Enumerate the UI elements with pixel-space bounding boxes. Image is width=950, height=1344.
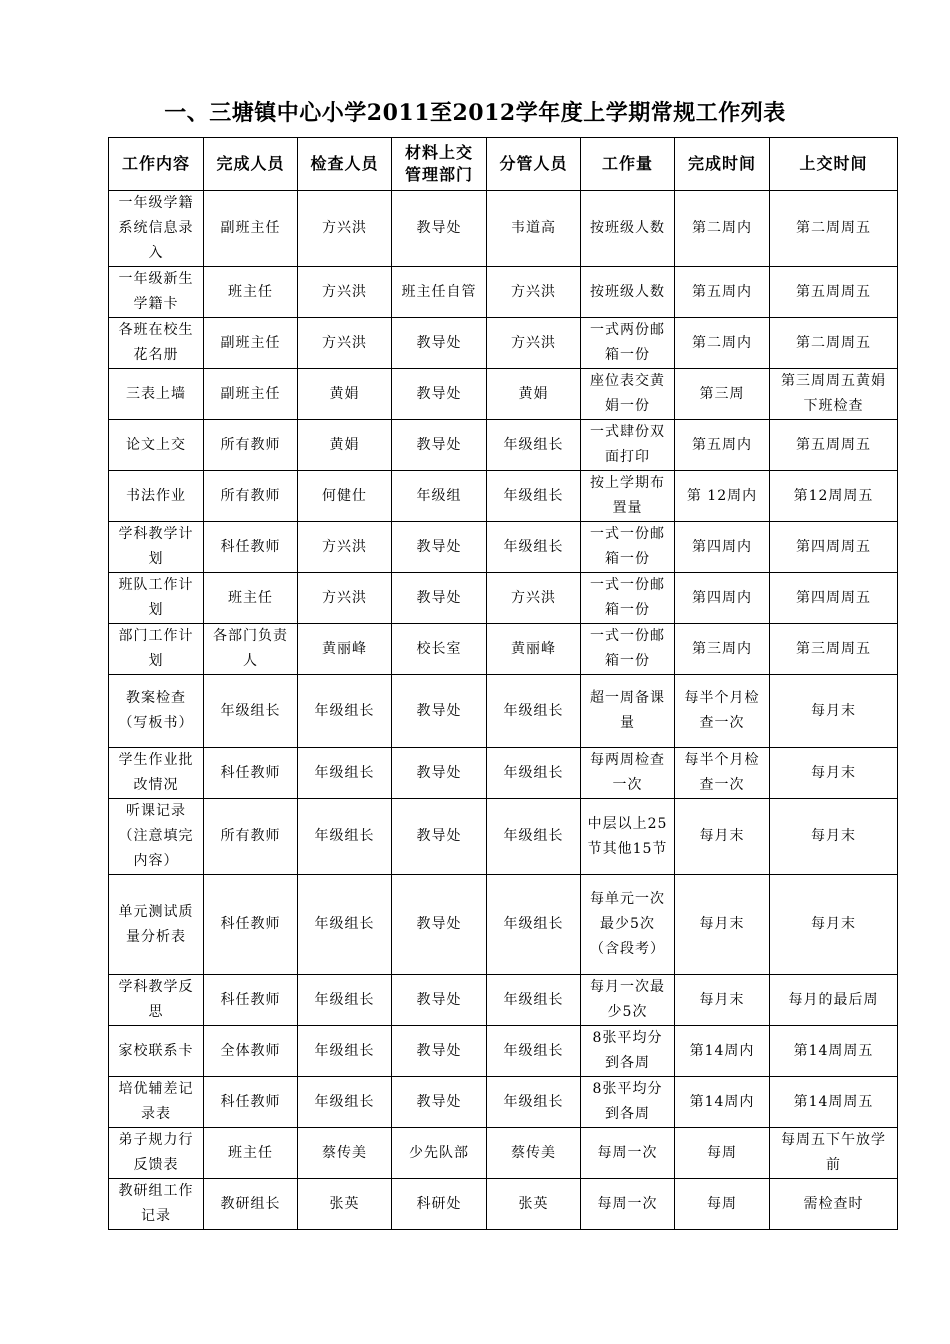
- cell-work-content: 三表上墙: [109, 369, 204, 420]
- cell-submit-time: 第五周周五: [770, 420, 898, 471]
- cell-completion-time: 每半个月检查一次: [675, 748, 770, 799]
- cell-completion-time: 每月末: [675, 875, 770, 975]
- table-row: [109, 420, 898, 471]
- cell-checked-by: 黄娟: [298, 420, 392, 471]
- cell-checked-by: 方兴洪: [298, 318, 392, 369]
- header-checked-by: 检查人员: [298, 138, 392, 191]
- cell-workload: 按上学期布置量: [581, 471, 675, 522]
- cell-completed-by: 科任教师: [204, 875, 298, 975]
- cell-submit-time: 第五周周五: [770, 267, 898, 318]
- cell-work-content: 一年级学籍系统信息录入: [109, 191, 204, 267]
- cell-checked-by: 方兴洪: [298, 522, 392, 573]
- cell-submit-time: 每月末: [770, 675, 898, 748]
- cell-supervisor: 方兴洪: [487, 318, 581, 369]
- header-work-content: 工作内容: [109, 138, 204, 191]
- cell-submit-time: 第二周周五: [770, 318, 898, 369]
- cell-workload: 一式一份邮箱一份: [581, 573, 675, 624]
- cell-submit-time: 每月的最后周: [770, 975, 898, 1026]
- header-submit-time: 上交时间: [770, 138, 898, 191]
- cell-work-content: 单元测试质量分析表: [109, 875, 204, 975]
- cell-submit-time: 每月末: [770, 748, 898, 799]
- cell-completion-time: 第四周内: [675, 522, 770, 573]
- cell-supervisor: 年级组长: [487, 1026, 581, 1077]
- cell-submit-time: 第三周周五: [770, 624, 898, 675]
- table-row: [109, 191, 898, 267]
- cell-work-content: 家校联系卡: [109, 1026, 204, 1077]
- header-completion-time: 完成时间: [675, 138, 770, 191]
- cell-workload: 每单元一次最少5次（含段考）: [581, 875, 675, 975]
- cell-completion-time: 第14周内: [675, 1026, 770, 1077]
- cell-completion-time: 第二周内: [675, 318, 770, 369]
- cell-workload: 按班级人数: [581, 191, 675, 267]
- cell-completed-by: 年级组长: [204, 675, 298, 748]
- cell-workload: 一式一份邮箱一份: [581, 522, 675, 573]
- cell-completed-by: 科任教师: [204, 748, 298, 799]
- table-row: [109, 1179, 898, 1230]
- cell-submit-department: 少先队部: [392, 1128, 487, 1179]
- cell-submit-department: 教导处: [392, 875, 487, 975]
- cell-completed-by: 班主任: [204, 573, 298, 624]
- cell-workload: 每周一次: [581, 1128, 675, 1179]
- cell-submit-department: 教导处: [392, 318, 487, 369]
- cell-submit-time: 每月末: [770, 875, 898, 975]
- table-row: [109, 522, 898, 573]
- cell-completed-by: 科任教师: [204, 975, 298, 1026]
- cell-checked-by: 年级组长: [298, 1026, 392, 1077]
- cell-completed-by: 班主任: [204, 267, 298, 318]
- cell-submit-department: 教导处: [392, 573, 487, 624]
- cell-submit-department: 教导处: [392, 369, 487, 420]
- table-row: [109, 1128, 898, 1179]
- header-completed-by: 完成人员: [204, 138, 298, 191]
- table-row: [109, 975, 898, 1026]
- cell-submit-department: 年级组: [392, 471, 487, 522]
- cell-submit-department: 科研处: [392, 1179, 487, 1230]
- cell-workload: 中层以上25节其他15节: [581, 799, 675, 875]
- cell-submit-time: 第三周周五黄娟下班检查: [770, 369, 898, 420]
- cell-workload: 一式两份邮箱一份: [581, 318, 675, 369]
- table-row: [109, 573, 898, 624]
- cell-completed-by: 副班主任: [204, 369, 298, 420]
- cell-submit-department: 班主任自管: [392, 267, 487, 318]
- cell-completed-by: 所有教师: [204, 420, 298, 471]
- table-row: [109, 799, 898, 875]
- cell-supervisor: 年级组长: [487, 975, 581, 1026]
- cell-checked-by: 张英: [298, 1179, 392, 1230]
- cell-workload: 每周一次: [581, 1179, 675, 1230]
- cell-completion-time: 第五周内: [675, 420, 770, 471]
- cell-supervisor: 年级组长: [487, 420, 581, 471]
- cell-checked-by: 何健仕: [298, 471, 392, 522]
- cell-work-content: 听课记录（注意填完内容）: [109, 799, 204, 875]
- cell-supervisor: 年级组长: [487, 799, 581, 875]
- cell-completed-by: 全体教师: [204, 1026, 298, 1077]
- cell-submit-time: 第四周周五: [770, 573, 898, 624]
- cell-work-content: 培优辅差记录表: [109, 1077, 204, 1128]
- cell-submit-department: 教导处: [392, 1077, 487, 1128]
- cell-workload: 8张平均分到各周: [581, 1077, 675, 1128]
- cell-completed-by: 所有教师: [204, 799, 298, 875]
- cell-work-content: 书法作业: [109, 471, 204, 522]
- cell-checked-by: 年级组长: [298, 1077, 392, 1128]
- table-row: [109, 369, 898, 420]
- cell-checked-by: 蔡传美: [298, 1128, 392, 1179]
- table-row: [109, 624, 898, 675]
- table-row: [109, 675, 898, 748]
- cell-submit-time: 每周五下午放学前: [770, 1128, 898, 1179]
- cell-work-content: 教研组工作记录: [109, 1179, 204, 1230]
- cell-supervisor: 韦道高: [487, 191, 581, 267]
- table-row: [109, 875, 898, 975]
- cell-submit-department: 教导处: [392, 1026, 487, 1077]
- cell-work-content: 学科教学计划: [109, 522, 204, 573]
- cell-submit-department: 教导处: [392, 975, 487, 1026]
- cell-supervisor: 年级组长: [487, 471, 581, 522]
- cell-submit-department: 教导处: [392, 522, 487, 573]
- table-row: [109, 318, 898, 369]
- cell-completion-time: 第三周: [675, 369, 770, 420]
- cell-submit-time: 第14周周五: [770, 1026, 898, 1077]
- cell-supervisor: 年级组长: [487, 748, 581, 799]
- cell-checked-by: 方兴洪: [298, 191, 392, 267]
- cell-completion-time: 每周: [675, 1179, 770, 1230]
- cell-work-content: 学科教学反思: [109, 975, 204, 1026]
- table-row: [109, 1077, 898, 1128]
- cell-completed-by: 教研组长: [204, 1179, 298, 1230]
- cell-submit-time: 第12周周五: [770, 471, 898, 522]
- cell-submit-time: 第二周周五: [770, 191, 898, 267]
- cell-completion-time: 第四周内: [675, 573, 770, 624]
- cell-checked-by: 年级组长: [298, 748, 392, 799]
- table-row: [109, 748, 898, 799]
- table-header-row: [109, 138, 898, 191]
- cell-submit-department: 教导处: [392, 799, 487, 875]
- cell-submit-department: 校长室: [392, 624, 487, 675]
- cell-submit-department: 教导处: [392, 420, 487, 471]
- cell-checked-by: 年级组长: [298, 675, 392, 748]
- cell-workload: 超一周备课量: [581, 675, 675, 748]
- cell-completed-by: 副班主任: [204, 318, 298, 369]
- table-row: [109, 471, 898, 522]
- cell-supervisor: 方兴洪: [487, 573, 581, 624]
- cell-supervisor: 蔡传美: [487, 1128, 581, 1179]
- cell-completion-time: 第二周内: [675, 191, 770, 267]
- cell-supervisor: 黄娟: [487, 369, 581, 420]
- header-submit-department: 材料上交管理部门: [392, 138, 487, 191]
- cell-completion-time: 第三周内: [675, 624, 770, 675]
- cell-work-content: 部门工作计划: [109, 624, 204, 675]
- cell-work-content: 弟子规力行反馈表: [109, 1128, 204, 1179]
- cell-work-content: 一年级新生学籍卡: [109, 267, 204, 318]
- cell-completed-by: 科任教师: [204, 522, 298, 573]
- cell-supervisor: 方兴洪: [487, 267, 581, 318]
- cell-supervisor: 张英: [487, 1179, 581, 1230]
- cell-work-content: 教案检查（写板书）: [109, 675, 204, 748]
- table-body: [109, 191, 898, 1230]
- cell-work-content: 各班在校生花名册: [109, 318, 204, 369]
- cell-supervisor: 年级组长: [487, 675, 581, 748]
- cell-checked-by: 方兴洪: [298, 573, 392, 624]
- cell-workload: 一式一份邮箱一份: [581, 624, 675, 675]
- header-workload: 工作量: [581, 138, 675, 191]
- cell-completion-time: 第 12周内: [675, 471, 770, 522]
- cell-completion-time: 第五周内: [675, 267, 770, 318]
- cell-work-content: 班队工作计划: [109, 573, 204, 624]
- cell-completion-time: 第14周内: [675, 1077, 770, 1128]
- cell-workload: 每月一次最少5次: [581, 975, 675, 1026]
- cell-workload: 一式肆份双面打印: [581, 420, 675, 471]
- cell-checked-by: 年级组长: [298, 799, 392, 875]
- cell-workload: 按班级人数: [581, 267, 675, 318]
- cell-checked-by: 年级组长: [298, 875, 392, 975]
- cell-submit-department: 教导处: [392, 748, 487, 799]
- cell-work-content: 论文上交: [109, 420, 204, 471]
- cell-submit-time: 第四周周五: [770, 522, 898, 573]
- cell-completed-by: 科任教师: [204, 1077, 298, 1128]
- cell-submit-time: 每月末: [770, 799, 898, 875]
- cell-completed-by: 班主任: [204, 1128, 298, 1179]
- cell-checked-by: 方兴洪: [298, 267, 392, 318]
- document-title: 一、三塘镇中心小学2011至2012学年度上学期常规工作列表: [164, 100, 786, 126]
- cell-checked-by: 年级组长: [298, 975, 392, 1026]
- cell-workload: 每两周检查一次: [581, 748, 675, 799]
- cell-checked-by: 黄娟: [298, 369, 392, 420]
- cell-submit-time: 需检查时: [770, 1179, 898, 1230]
- cell-completed-by: 所有教师: [204, 471, 298, 522]
- cell-submit-department: 教导处: [392, 675, 487, 748]
- cell-workload: 8张平均分到各周: [581, 1026, 675, 1077]
- table-row: [109, 1026, 898, 1077]
- cell-completed-by: 各部门负责人: [204, 624, 298, 675]
- cell-completion-time: 每月末: [675, 799, 770, 875]
- cell-completion-time: 每半个月检查一次: [675, 675, 770, 748]
- cell-supervisor: 年级组长: [487, 1077, 581, 1128]
- cell-submit-time: 第14周周五: [770, 1077, 898, 1128]
- cell-workload: 座位表交黄娟一份: [581, 369, 675, 420]
- work-table: [108, 137, 898, 1230]
- cell-supervisor: 年级组长: [487, 522, 581, 573]
- cell-checked-by: 黄丽峰: [298, 624, 392, 675]
- cell-completion-time: 每周: [675, 1128, 770, 1179]
- cell-work-content: 学生作业批改情况: [109, 748, 204, 799]
- cell-completion-time: 每月末: [675, 975, 770, 1026]
- cell-supervisor: 黄丽峰: [487, 624, 581, 675]
- header-supervisor: 分管人员: [487, 138, 581, 191]
- cell-submit-department: 教导处: [392, 191, 487, 267]
- cell-completed-by: 副班主任: [204, 191, 298, 267]
- table-row: [109, 267, 898, 318]
- cell-supervisor: 年级组长: [487, 875, 581, 975]
